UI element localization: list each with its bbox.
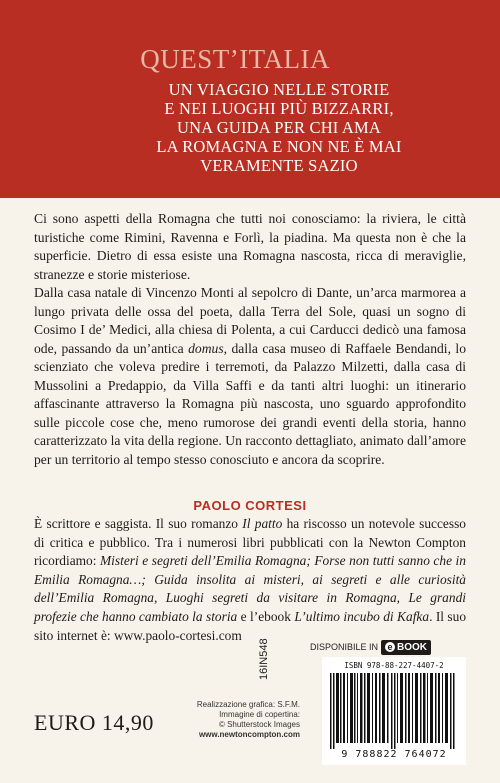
bio-ebook-title: L’ultimo incubo di Kafka: [294, 608, 430, 624]
isbn-label: ISBN 978-88-227-4407-2: [344, 661, 444, 670]
price: EURO 14,90: [34, 710, 154, 735]
publisher-site: www.newtoncompton.com: [198, 730, 300, 739]
blurb-text: Dalla casa natale di Vincenzo Monti al sepolcro di Dante, un’arca marmorea a lungo privata delle ossa del poeta, dalla Terra del Sole, quasi un sogno di Cosimo I de’ Medici, alla chiesa di Polenta, a cui Carducci dedicò una famosa ode, passando da un’antica: [34, 285, 466, 356]
tagline: [120, 80, 438, 175]
bio-text: . Il suo sito internet è: www.paolo-cortesi.com: [34, 608, 467, 643]
bio-text: ha riscosso un notevole successo di critica e pubblico. Tra i numerosi libri pubblicati con la Newton Compton ricordiamo:: [34, 516, 466, 569]
ebook-availability: [310, 636, 431, 658]
tagline-line: UNA GUIDA PER CHI AMA: [176, 118, 382, 137]
ebook-badge: [381, 640, 431, 655]
blurb-italic: domus: [188, 340, 224, 356]
bio-text: e l’ebook: [237, 608, 295, 624]
credits-image-label: Immagine di copertina:: [219, 710, 300, 719]
ebook-e-icon: e: [385, 642, 395, 652]
bio-novel-title: Il patto: [242, 516, 283, 531]
product-code: 16IN548: [258, 638, 270, 680]
author-bio: [34, 515, 466, 645]
ebook-label: DISPONIBILE IN: [310, 642, 379, 652]
author-name: PAOLO CORTESI: [193, 498, 307, 513]
tagline-line: UN VIAGGIO NELLE STORIE: [168, 80, 390, 99]
blurb-text: , dalla casa museo di Raffaele Bendandi, lo scienziato che voleva predire i terremoti, da Palazzo Milzetti, dalla casa di Mussolini a Predappio, da Villa Saffi e da tanti altri luoghi: un itinerario affascinante attraverso la Romagna più nascosta, uno sguardo approfondito sulle piccole cose che, meno rumorose dei grandi eventi della storia, hanno caratterizzato la vita della regione. Un racconto dettagliato, animato dall’amore per un territorio al tempo stesso conosciuto e ancora da scoprire.: [34, 340, 466, 467]
blurb: [34, 210, 466, 469]
barcode-digits: 9 788822 764072: [341, 749, 447, 760]
tagline-line: LA ROMAGNA E NON NE È MAI: [156, 137, 402, 156]
bio-text: È scrittore e saggista. Il suo romanzo: [34, 516, 243, 531]
tagline-line: E NEI LUOGHI PIÙ BIZZARRI,: [164, 99, 394, 118]
blurb-paragraph-2: [34, 284, 466, 469]
bio-book-titles: Misteri e segreti dell’Emilia Romagna; Forse non tutti sanno che in Emilia Romagna…; Guida insolita ai misteri, ai segreti e alle curiosità dell’Emilia Romagna, Luoghi segreti da visitare in Romagna, Le grandi profezie che hanno cambiato la storia: [34, 553, 466, 624]
credits-image-source: © Shutterstock Images: [218, 720, 300, 729]
credits-design: Realizzazione grafica: S.F.M.: [196, 700, 300, 709]
ebook-badge-label: BOOK: [397, 641, 428, 653]
blurb-paragraph-1: Ci sono aspetti della Romagna che tutti noi conosciamo: la riviera, le città turistiche come Rimini, Ravenna e Forlì, la piadina. Ma questa non è che la superficie. Dietro di essa esiste una Romagna nascosta, ricca di meraviglie, stranezze e storie misteriose.: [34, 211, 466, 282]
barcode-bars-icon: [330, 673, 458, 749]
tagline-line: VERAMENTE SAZIO: [200, 156, 358, 175]
series-title: QUEST’ITALIA: [140, 44, 330, 74]
credits: [190, 700, 300, 740]
barcode: [322, 657, 466, 765]
